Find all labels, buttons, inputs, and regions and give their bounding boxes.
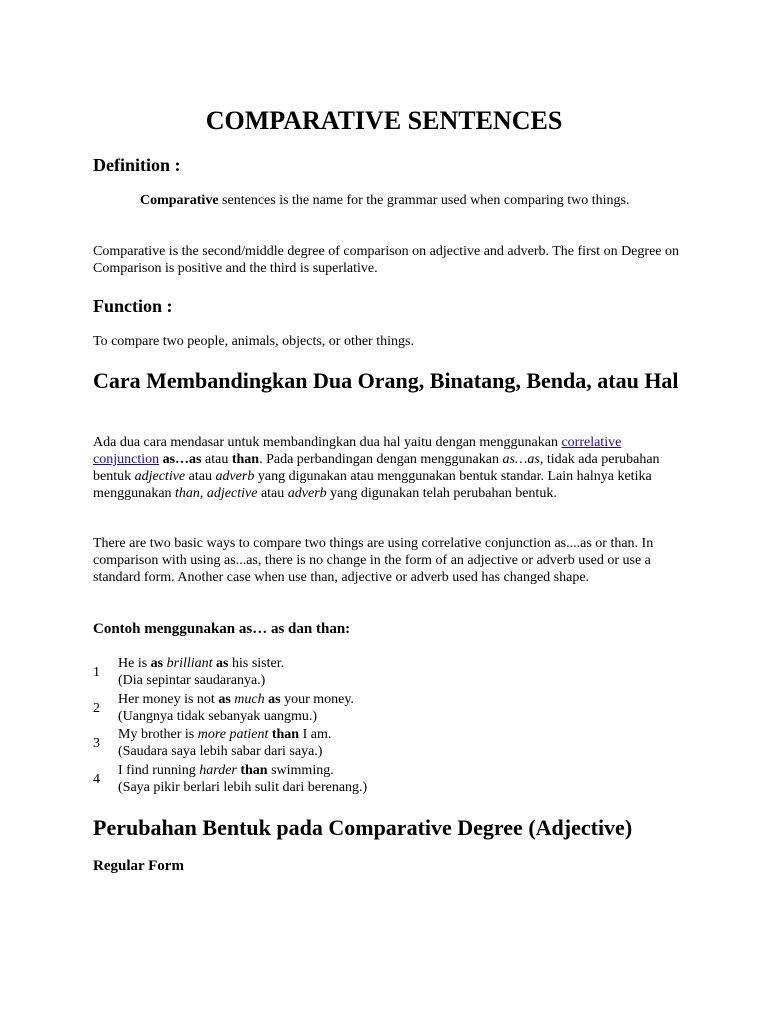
definition-p1-text: sentences is the name for the grammar used when comparing two things.: [218, 193, 630, 208]
example-number: 3: [93, 736, 100, 751]
example-sentence: [118, 691, 678, 708]
cara-text: ,: [199, 486, 207, 501]
example-item: [93, 691, 693, 727]
example-text: He is: [118, 656, 151, 671]
example-text: his sister.: [228, 656, 285, 671]
example-item: [93, 762, 693, 798]
example-lines: [118, 655, 678, 689]
adjective-italic: adjective: [134, 469, 186, 484]
cara-paragraph-2: There are two basic ways to compare two things are using correlative conjunction as....as or than. In comparison with using as...as, there is no change in the form of an adjective or adverb used or use a standard form. Another case when use than, adjective or adverb used has changed shape.: [93, 536, 654, 585]
example-italic: more patient: [197, 727, 269, 742]
example-bold: as: [218, 692, 231, 707]
example-translation: (Dia sepintar saudaranya.): [118, 673, 266, 688]
example-translation: (Uangnya tidak sebanyak uangmu.): [118, 709, 318, 724]
example-text: I am.: [299, 727, 332, 742]
function-heading: Function :: [93, 296, 173, 316]
cara-text: atau: [185, 469, 216, 484]
correlative-conjunction-link[interactable]: correlative conjunction: [93, 435, 622, 467]
as-as-italic: as…as: [502, 452, 540, 467]
example-translation: (Saya pikir berlari lebih sulit dari berenang.): [118, 780, 368, 795]
example-lines: [118, 762, 678, 796]
example-text: swimming.: [267, 763, 334, 778]
example-italic: brilliant: [166, 656, 213, 671]
example-item: [93, 726, 693, 762]
example-text: Her money is not: [118, 692, 219, 707]
comparative-bold: Comparative: [140, 193, 219, 208]
example-number: 2: [93, 701, 100, 716]
cara-text: atau: [201, 452, 232, 467]
cara-text: yang digunakan atau menggunakan bentuk standar. Lain halnya ketika menggunakan: [93, 469, 652, 501]
page-title: COMPARATIVE SENTENCES: [205, 106, 563, 135]
adverb-italic: adverb: [215, 469, 255, 484]
example-sentence: [118, 762, 678, 779]
example-text: your money.: [280, 692, 354, 707]
as-as-bold: as…as: [162, 452, 202, 467]
example-text: My brother is: [118, 727, 198, 742]
example-bold: than: [271, 727, 300, 742]
contoh-heading: Contoh menggunakan as… as dan than:: [93, 621, 351, 637]
definition-heading: Definition :: [93, 155, 181, 175]
regular-form-heading: Regular Form: [93, 858, 184, 874]
example-sentence: [118, 655, 678, 672]
example-translation: (Saudara saya lebih sabar dari saya.): [118, 744, 323, 759]
example-italic: much: [234, 692, 265, 707]
cara-text: atau: [257, 486, 288, 501]
example-italic: harder: [199, 763, 237, 778]
example-lines: [118, 691, 678, 725]
definition-paragraph-1: [93, 192, 683, 209]
cara-heading: Cara Membandingkan Dua Orang, Binatang, Benda, atau Hal: [93, 368, 679, 393]
adjective-italic: adjective: [206, 486, 258, 501]
cara-text: , tidak ada perubahan bentuk: [93, 452, 660, 484]
example-item: [93, 655, 693, 691]
example-bold: as: [268, 692, 281, 707]
than-italic: than: [175, 486, 200, 501]
example-text: I find running: [118, 763, 200, 778]
example-bold: than: [240, 763, 268, 778]
adverb-italic: adverb: [287, 486, 327, 501]
example-number: 4: [93, 772, 100, 787]
cara-paragraph-1: [93, 434, 683, 502]
cara-text: Ada dua cara mendasar untuk membandingkan dua hal yaitu dengan menggunakan: [93, 435, 562, 450]
example-number: 1: [93, 665, 100, 680]
example-list: [93, 655, 693, 800]
than-bold: than: [231, 452, 260, 467]
definition-paragraph-2: Comparative is the second/middle degree of comparison on adjective and adverb. The first on Degree on Comparison is positive and the third is superlative.: [93, 244, 679, 276]
example-bold: as: [216, 656, 229, 671]
example-bold: as: [150, 656, 164, 671]
perubahan-heading: Perubahan Bentuk pada Comparative Degree (Adjective): [93, 815, 633, 840]
example-sentence: [118, 726, 678, 743]
cara-text: . Pada perbandingan dengan menggunakan: [259, 452, 503, 467]
example-lines: [118, 726, 678, 760]
function-text: To compare two people, animals, objects, or other things.: [93, 334, 414, 349]
cara-text: yang digunakan telah perubahan bentuk.: [326, 486, 557, 501]
